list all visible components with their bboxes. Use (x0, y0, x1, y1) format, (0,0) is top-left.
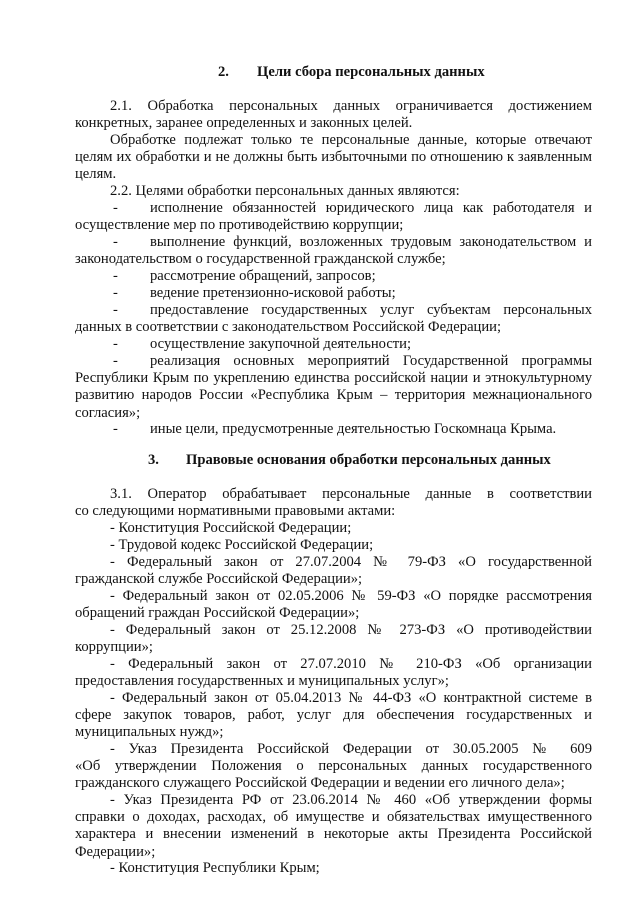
section-title: Правовые основания обработки персональных данных (186, 452, 551, 468)
list-item-text: выполнение функций, возложенных трудовым законодательством и (150, 234, 592, 250)
list-dash: - (113, 302, 118, 318)
section-title: Цели сбора персональных данных (257, 64, 485, 80)
act-item: - Указ Президента РФ от 23.06.2014 № 460 «Об утверждении формы (110, 792, 592, 808)
list-item (75, 268, 592, 285)
list-item-text: рассмотрение обращений, запросов; (150, 268, 376, 284)
list-item-continuation: данных в соответствии с законодательством Российской Федерации; (75, 319, 502, 335)
paragraph-line: 2.2. Целями обработки персональных данных являются: (110, 183, 460, 199)
paragraph-line: конкретных, заранее определенных и законных целей. (75, 115, 413, 131)
list-item-continuation: осуществление мер по противодействию коррупции; (75, 217, 404, 233)
act-item: - Федеральный закон от 25.12.2008 № 273-ФЗ «О противодействии (110, 622, 592, 638)
list-item-continuation: Республики Крым по укреплению единства российской нации и этнокультурному развитию народов России «Республика Крым – территория межнационального согласия»; (75, 370, 592, 421)
list-item-text: предоставление государственных услуг субъектам персональных (150, 302, 592, 318)
act-item: - Конституция Республики Крым; (110, 860, 320, 876)
act-item: - Федеральный закон от 05.04.2013 № 44-ФЗ «О контрактной системе в (110, 690, 592, 706)
list-item-text: исполнение обязанностей юридического лица как работодателя и (150, 200, 592, 216)
paragraph-line: Обработке подлежат только те персональные данные, которые отвечают (110, 132, 592, 148)
act-item-continuation: «Об утверждении Положения о персональных данных государственного гражданского служащего Российской Федерации и ведении его личного дела»; (75, 758, 592, 792)
list-dash: - (113, 234, 118, 250)
act-item-continuation: предоставления государственных и муниципальных услуг»; (75, 673, 449, 689)
section-number: 2. (218, 64, 229, 80)
list-dash: - (113, 268, 118, 284)
paragraph-line: целям. (75, 166, 117, 182)
list-dash: - (113, 336, 118, 352)
list-item-text: осуществление закупочной деятельности; (150, 336, 412, 352)
act-item-continuation: гражданской службе Российской Федерации»; (75, 571, 363, 587)
act-item: - Трудовой кодекс Российской Федерации; (110, 537, 374, 553)
list-dash: - (113, 421, 118, 437)
act-item: - Федеральный закон от 27.07.2010 № 210-ФЗ «Об организации (110, 656, 592, 672)
act-item: - Федеральный закон от 27.07.2004 № 79-ФЗ «О государственной (110, 554, 592, 570)
paragraph-line: 3.1. Оператор обрабатывает персональные данные в соответствии (110, 486, 592, 502)
paragraph-line: со следующими нормативными правовыми актами: (75, 503, 396, 519)
list-item (75, 200, 592, 234)
section-number: 3. (148, 452, 159, 468)
list-item (75, 421, 592, 438)
list-item-text: ведение претензионно-исковой работы; (150, 285, 396, 301)
list-dash: - (113, 285, 118, 301)
list-item-text: реализация основных мероприятий Государственной программы (150, 353, 592, 369)
paragraph-line: 2.1. Обработка персональных данных ограничивается достижением (110, 98, 592, 114)
act-item-continuation: справки о доходах, расходах, об имуществе и обязательствах имущественного характера и внесении изменений в некоторые акты Президента Российской Федерации»; (75, 809, 592, 860)
list-item (75, 234, 592, 268)
list-item (75, 285, 592, 302)
paragraph-line: целям их обработки и не должны быть избыточными по отношению к заявленным (75, 149, 592, 165)
list-item (75, 336, 592, 353)
act-item: - Указ Президента Российской Федерации от 30.05.2005 № 609 (110, 741, 592, 757)
list-item-continuation: законодательством о государственной гражданской службе; (75, 251, 446, 267)
act-item-continuation: коррупции»; (75, 639, 153, 655)
act-item: - Федеральный закон от 02.05.2006 № 59-ФЗ «О порядке рассмотрения (110, 588, 592, 604)
act-item: - Конституция Российской Федерации; (110, 520, 352, 536)
list-dash: - (113, 200, 118, 216)
list-dash: - (113, 353, 118, 369)
list-item (75, 353, 592, 421)
act-item-continuation: обращений граждан Российской Федерации»; (75, 605, 360, 621)
act-item-continuation: сфере закупок товаров, работ, услуг для обеспечения государственных и муниципальных нужд»; (75, 707, 592, 741)
list-item-text: иные цели, предусмотренные деятельностью Госкомнаца Крыма. (150, 421, 557, 437)
list-item (75, 302, 592, 336)
